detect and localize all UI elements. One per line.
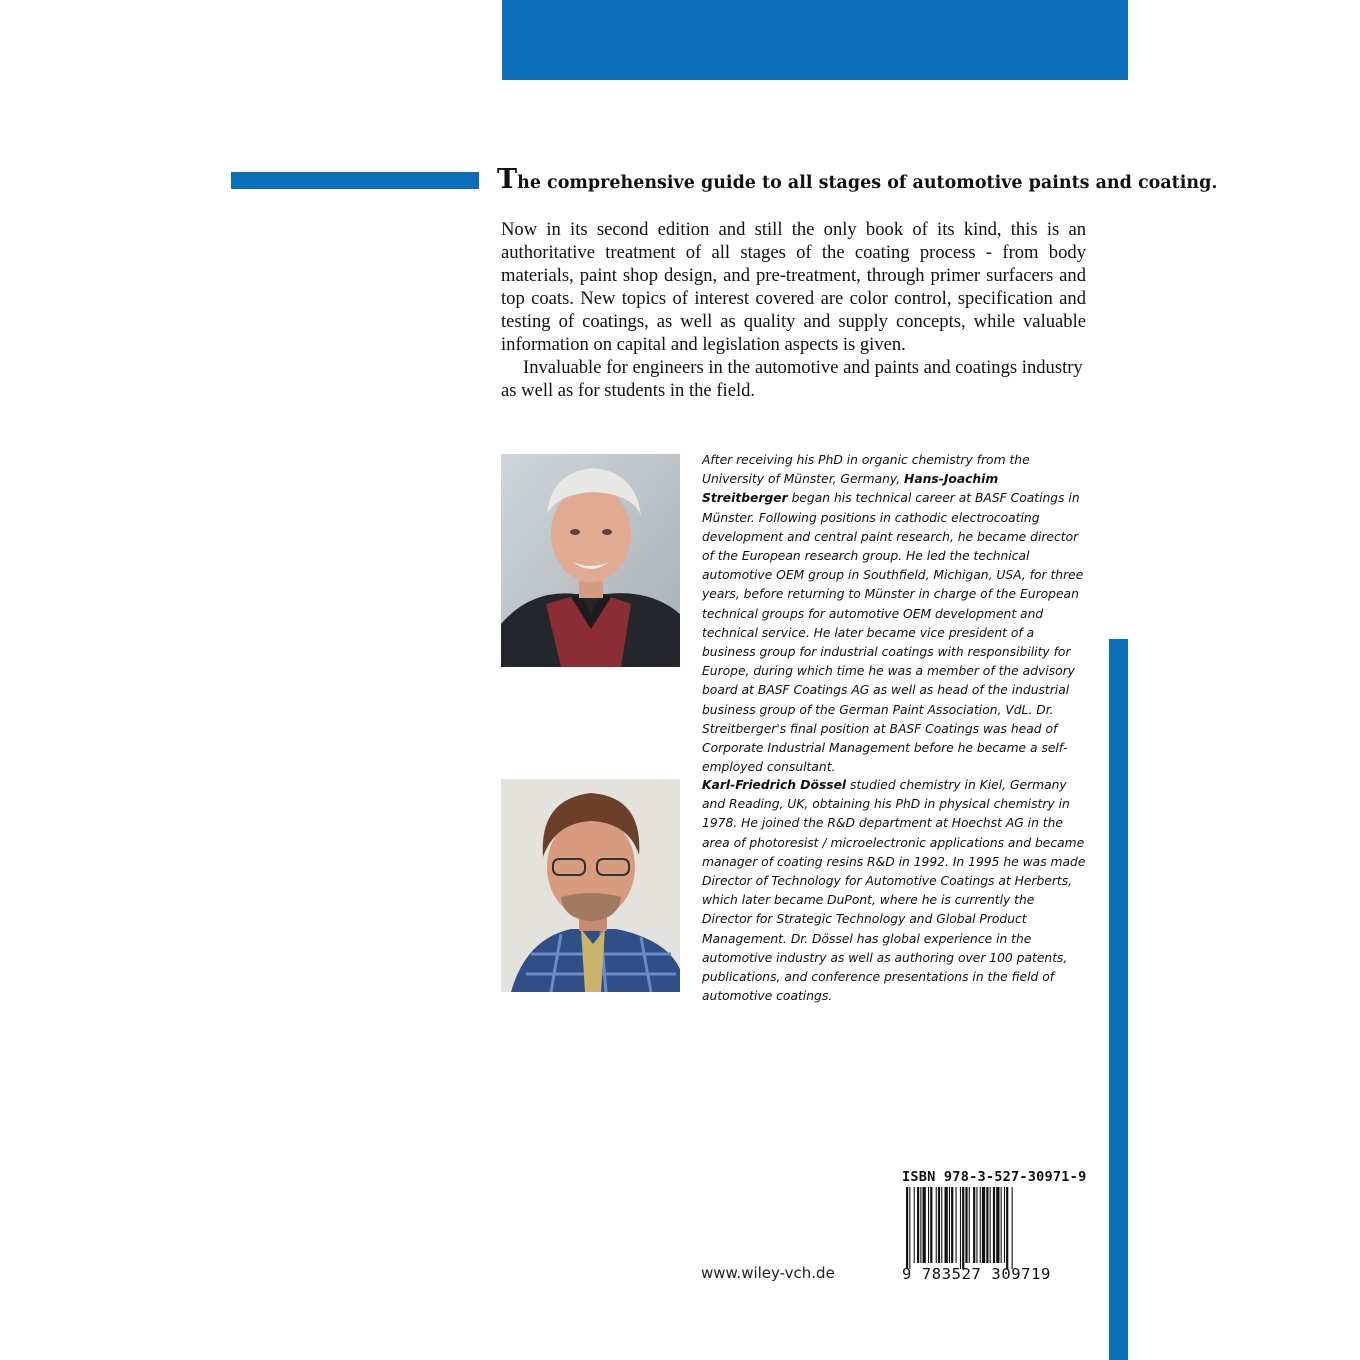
publisher-url: www.wiley-vch.de — [701, 1264, 835, 1282]
bio-text: began his technical career at BASF Coatings in Münster. Following positions in cathodic electrocoating development and central paint research, he became director of the European research group. He led the technical automotive OEM group in Southfield, Michigan, USA, for three years, before returning to Münster in charge of the European technical groups for automotive OEM development and technical service. He later became vice president of a business group for industrial coatings with responsibility for Europe, during which time he was a member of the advisory board at BASF Coatings AG as well as head of the industrial business group of the German Paint Association, VdL. Dr. Streitberger's final position at BASF Coatings was head of Corporate Industrial Management before he became a self-employed consultant. — [702, 491, 1084, 775]
author-photo-doessel — [501, 779, 680, 992]
author-bio-streitberger — [702, 451, 1086, 777]
blurb-paragraph-1: Now in its second edition and still the only book of its kind, this is an authoritative treatment of all stages of the coating process - from body materials, paint shop design, and pre-treatment, through primer surfacers and top coats. New topics of interest covered are color control, specification and testing of coatings, as well as quality and supply concepts, while valuable information on capital and legislation aspects is given. — [501, 219, 1086, 355]
headline — [497, 164, 1218, 195]
bio-intro: After receiving his PhD in organic chemistry from the University of Münster, Germany, — [702, 453, 1030, 487]
author-bio-doessel — [702, 776, 1086, 1006]
isbn-label: ISBN 978-3-527-30971-9 — [902, 1169, 1087, 1185]
blurb-paragraph-2: Invaluable for engineers in the automotive and paints and coatings industry as well as for students in the field. — [501, 357, 1083, 401]
bio-text: studied chemistry in Kiel, Germany and Reading, UK, obtaining his PhD in physical chemistry in 1978. He joined the R&D department at Hoechst AG in the area of photoresist / microelectronic applications and became manager of coating resins R&D in 1992. In 1995 he was made Director of Technology for Automotive Coatings at Herberts, which later became DuPont, where he is currently the Director for Strategic Technology and Global Product Management. Dr. Dössel has global experience in the automotive industry as well as authoring over 100 patents, publications, and conference presentations in the field of automotive coatings. — [702, 778, 1086, 1004]
author-photo-streitberger — [501, 454, 680, 667]
top-accent-bar — [502, 0, 1128, 80]
barcode-icon — [900, 1187, 1080, 1269]
headline-accent-bar — [231, 172, 479, 189]
headline-initial: T — [497, 164, 518, 195]
portrait-illustration — [501, 454, 680, 667]
portrait-illustration — [501, 779, 680, 992]
spine-accent-bar — [1109, 639, 1128, 1360]
headline-text: he comprehensive guide to all stages of automotive paints and coating. — [517, 173, 1218, 193]
author-name: Hans-Joachim Streitberger — [702, 472, 999, 506]
barcode-digits: 9 783527 309719 — [902, 1265, 1051, 1283]
author-name: Karl-Friedrich Dössel — [702, 778, 847, 792]
